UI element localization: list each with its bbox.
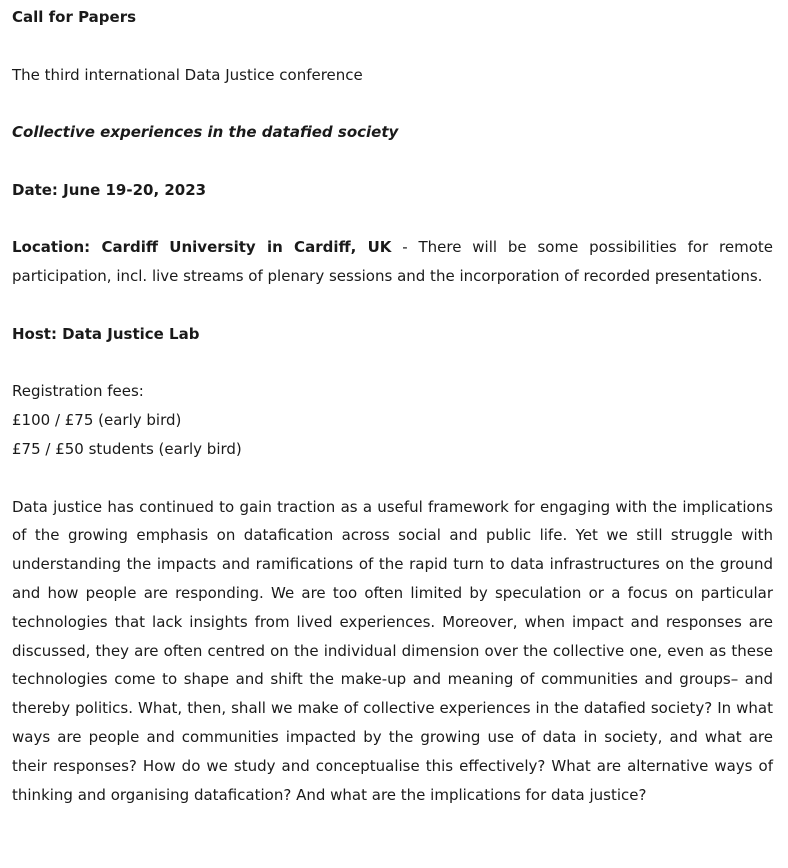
conference-title: The third international Data Justice conference xyxy=(12,65,363,84)
location-paragraph xyxy=(12,233,773,291)
conference-theme: Collective experiences in the datafied society xyxy=(12,123,399,142)
host-line: Host: Data Justice Lab xyxy=(12,324,200,343)
fee-item-students: £75 / £50 students (early bird) xyxy=(12,439,242,458)
fees-label: Registration fees: xyxy=(12,382,144,401)
conference-date: Date: June 19-20, 2023 xyxy=(12,180,207,199)
fees-block xyxy=(12,377,773,463)
body-paragraph: Data justice has continued to gain traction as a useful framework for engaging with the implications of the growing emphasis on datafication across social and public life. Yet we still struggle with understanding the impacts and ramifications of the rapid turn to data infrastructures on the ground and how people are responding. We are too often limited by speculation or a focus on particular technologies that lack insights from lived experiences. Moreover, when impact and responses are discussed, they are often centred on the individual dimension over the collective one, even as these technologies come to shape and shift the make-up and meaning of communities and groups– and thereby politics. What, then, shall we make of collective experiences in the datafied society? In what ways are people and communities impacted by the growing use of data in society, and what are their responses? How do we study and conceptualise this effectively? What are alternative ways of thinking and organising datafication? And what are the implications for data justice? xyxy=(12,497,773,804)
fee-item-standard: £100 / £75 (early bird) xyxy=(12,411,182,430)
location-label: Location: Cardiff University in Cardiff, UK xyxy=(12,238,392,257)
page-heading: Call for Papers xyxy=(12,8,137,26)
location-detail: - There will be some possibilities for remote participation, incl. live streams of plenary sessions and the incorporation of recorded presentations. xyxy=(12,238,773,286)
